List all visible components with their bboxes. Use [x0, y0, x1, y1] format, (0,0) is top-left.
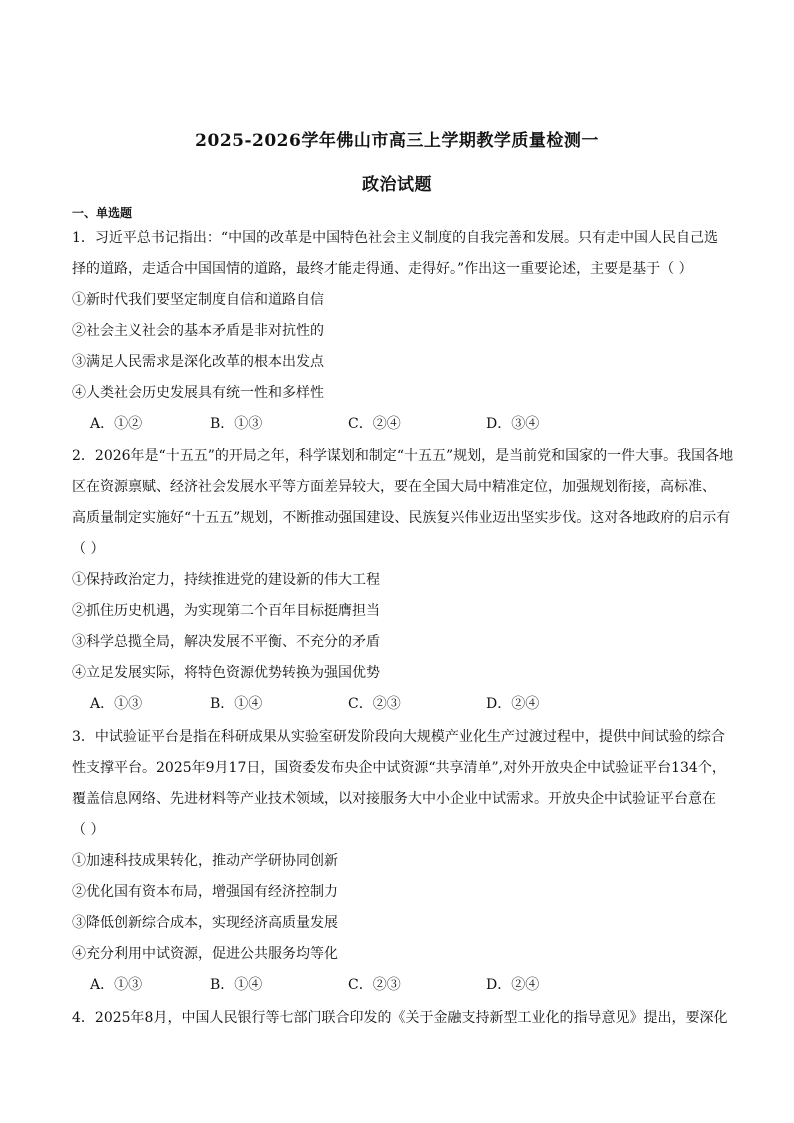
statement-item: ④充分利用中试资源，促进公共服务均等化 — [72, 946, 338, 962]
question-stem-line: 3．中试验证平台是指在科研成果从实验室研发阶段向大规模产业化生产过渡过程中，提供中间试验的综合 — [72, 729, 725, 745]
question-stem-line: 4．2025年8月，中国人民银行等七部门联合印发的《关于金融支持新型工业化的指导意见》提出，要深化 — [72, 1010, 728, 1026]
statement-item: ③满足人民需求是深化改革的根本出发点 — [72, 354, 324, 370]
statement-item: ④人类社会历史发展具有统一性和多样性 — [72, 385, 324, 401]
option-b[interactable]: B．①④ — [210, 977, 263, 993]
option-d[interactable]: D．②④ — [486, 696, 540, 712]
question-stem-line: 2．2026年是“十五五”的开局之年，科学谋划和制定“十五五”规划，是当前党和国家的一件大事。我国各地 — [72, 448, 734, 464]
question-stem-line: 择的道路，走适合中国国情的道路，最终才能走得通、走得好。”作出这一重要论述，主要是基于（ ） — [72, 261, 693, 277]
question-stem-line: 高质量制定实施好“十五五”规划，不断推动强国建设、民族复兴伟业迈出坚实步伐。这对各地政府的启示有 — [72, 510, 731, 526]
exam-subtitle: 政治试题 — [362, 175, 432, 195]
option-c[interactable]: C．②③ — [348, 696, 401, 712]
statement-item: ①新时代我们要坚定制度自信和道路自信 — [72, 292, 324, 308]
statement-item: ①加速科技成果转化，推动产学研协同创新 — [72, 853, 338, 869]
option-b[interactable]: B．①④ — [210, 696, 263, 712]
option-a[interactable]: A．①③ — [90, 696, 143, 712]
question-stem-line: 1．习近平总书记指出：“中国的改革是中国特色社会主义制度的自我完善和发展。只有走中国人民自己选 — [72, 230, 719, 246]
question-stem-line: （ ） — [72, 822, 105, 838]
statement-item: ③降低创新综合成本，实现经济高质量发展 — [72, 915, 338, 931]
answer-options — [90, 976, 730, 994]
option-a[interactable]: A．①③ — [90, 977, 143, 993]
statement-item: ②优化国有资本布局，增强国有经济控制力 — [72, 884, 338, 900]
question-stem-line: （ ） — [72, 541, 105, 557]
question-stem-line: 性支撑平台。2025年9月17日，国资委发布央企中试资源“共享清单”,对外开放央企中试验证平台134个， — [72, 760, 726, 776]
statement-item: ④立足发展实际，将特色资源优势转换为强国优势 — [72, 665, 380, 681]
option-d[interactable]: D．③④ — [486, 416, 540, 432]
statement-item: ①保持政治定力，持续推进党的建设新的伟大工程 — [72, 572, 380, 588]
exam-title: 2025-2026学年佛山市高三上学期教学质量检测一 — [195, 131, 599, 151]
option-b[interactable]: B．①③ — [210, 416, 263, 432]
option-c[interactable]: C．②④ — [348, 416, 401, 432]
option-c[interactable]: C．②③ — [348, 977, 401, 993]
statement-item: ②抓住历史机遇，为实现第二个百年目标挺膺担当 — [72, 603, 380, 619]
question-stem-line: 区在资源禀赋、经济社会发展水平等方面差异较大，要在全国大局中精准定位，加强规划衔接，高标准、 — [72, 479, 716, 495]
statement-item: ③科学总揽全局，解决发展不平衡、不充分的矛盾 — [72, 634, 380, 650]
statement-item: ②社会主义社会的基本矛盾是非对抗性的 — [72, 323, 324, 339]
question-stem-line: 覆盖信息网络、先进材料等产业技术领域，以对接服务大中小企业中试需求。开放央企中试验证平台意在 — [72, 791, 716, 807]
answer-options — [90, 695, 730, 713]
answer-options — [90, 415, 730, 433]
section-heading: 一、单选题 — [72, 206, 133, 220]
option-d[interactable]: D．②④ — [486, 977, 540, 993]
option-a[interactable]: A．①② — [90, 416, 143, 432]
